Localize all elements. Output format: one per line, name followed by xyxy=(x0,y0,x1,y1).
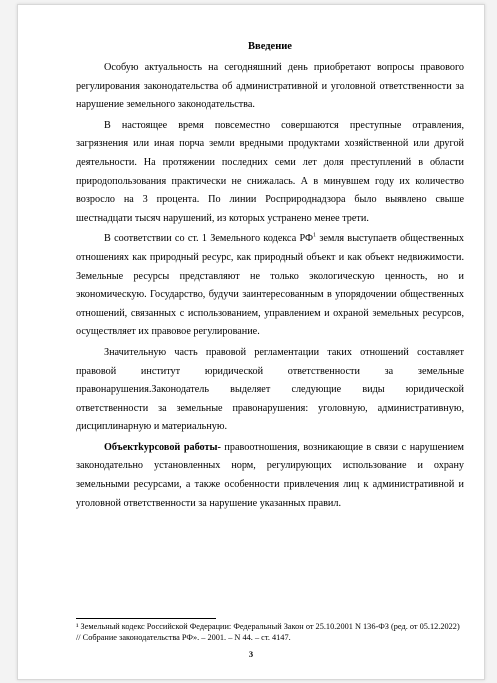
paragraph-3-rest: земля выступаетв общественных отношениях как природный ресурс, как природный объект и как объект недвижимости. Земельные ресурсы представляют не только экологическую ценность, но и экономическую. Государство, будучи заинтересованным в упорядочении общественных отношений, связанных с использованием, управлением и охраной земельных ресурсов, осуществляет их правовое регулирование. xyxy=(76,233,464,338)
paragraph-4: Значительную часть правовой регламентации таких отношений составляет правовой институт юридической ответственности за земельные правонарушения.Законодатель выделяет следующие виды юридической ответственности за земельные правонарушения: уголовную, административную, дисциплинарную и материальную. xyxy=(76,346,464,433)
footnote-divider xyxy=(76,618,216,619)
object-heading: Объектkурсовой работы- xyxy=(104,441,221,453)
paragraph-3-lead: В соответствии со ст. 1 Земельного кодекса РФ xyxy=(104,233,314,245)
document-body xyxy=(76,41,464,515)
paragraph-5-rest: правоотношения, возникающие в связи с нарушением законодательно установленных норм, регулирующих использование и охрану земельными ресурсами, а также особенности привлечения лиц к административной и уголовной ответственности за нарушение указанных правил. xyxy=(76,441,465,509)
page-title: Введение xyxy=(248,41,292,52)
document-page xyxy=(17,4,485,680)
paragraph-2: В настоящее время повсеместно совершаются преступные отравления, загрязнения или иная порча земли вредными продуктами хозяйственной или другой деятельности. На протяжении последних семи лет доля преступлений в области природопользования практически не снижалась. А в минувшем году их количество возросло на 3 процента. По линии Росприроднадзора было выявлено свыше шестнадцати тысяч нарушений, из которых устранено менее трети. xyxy=(76,119,464,224)
footnote-ref[interactable]: 1 xyxy=(313,232,317,239)
footnote: ¹ Земельный кодекс Российской Федерации: Федеральный Закон от 25.10.2001 N 136-ФЗ (ред. от 05.12.2022) // Собрание законодательства РФ». – 2001. – N 44. – ст. 4147. xyxy=(76,622,460,642)
page-number: 3 xyxy=(248,649,254,659)
paragraph-1: Особую актуальность на сегодняшний день приобретают вопросы правового регулирования законодательства об административной и уголовной ответственности за нарушение земельного законодательства. xyxy=(76,62,464,111)
paragraph-5 xyxy=(76,439,464,513)
paragraph-3 xyxy=(76,230,464,342)
